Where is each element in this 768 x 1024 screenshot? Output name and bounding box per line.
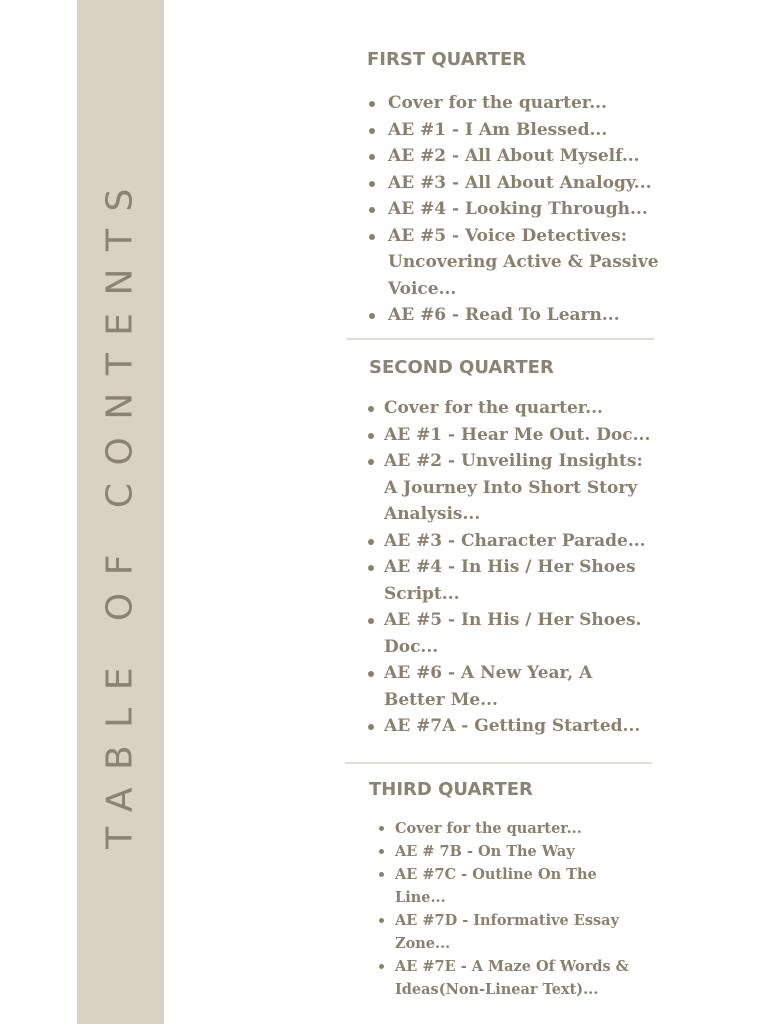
list-item: Cover for the quarter... [384,395,652,422]
list-item: AE #1 - Hear Me Out. Doc... [384,422,652,449]
list-item: AE #2 - Unveiling Insights: A Journey Into Short Story Analysis... [384,448,652,528]
section-divider [347,338,654,340]
list-item: AE #5 - In His / Her Shoes. Doc... [384,607,652,660]
list-item: AE #7C - Outline On The Line... [395,863,645,909]
list-item: AE #4 - In His / Her Shoes Script... [384,554,652,607]
list-item: AE #6 - A New Year, A Better Me... [384,660,652,713]
item-list [369,395,669,740]
list-item: AE #4 - Looking Through... [388,196,668,223]
section-heading: FIRST QUARTER [367,49,527,70]
list-item: AE #3 - All About Analogy... [388,170,668,197]
item-list [367,90,667,329]
list-item: AE #2 - All About Myself... [388,143,668,170]
list-item: AE #3 - Character Parade... [384,528,652,555]
list-item: Cover for the quarter... [395,817,645,840]
list-item: AE #5 - Voice Detectives: Uncovering Active & Passive Voice... [388,223,668,303]
section-heading: THIRD QUARTER [369,779,533,800]
list-item: AE #7D - Informative Essay Zone... [395,909,645,955]
section-first-quarter [367,47,667,329]
list-item: AE #7E - A Maze Of Words & Ideas(Non-Linear Text)... [395,955,645,1001]
list-item: Cover for the quarter... [388,90,668,117]
item-list [369,817,669,1001]
list-item: AE #1 - I Am Blessed... [388,117,668,144]
list-item: AE # 7B - On The Way [395,840,645,863]
section-divider [345,762,652,764]
section-third-quarter [369,777,669,1001]
section-second-quarter [369,355,669,740]
page-title: TABLE OF CONTENTS [99,171,141,849]
section-heading: SECOND QUARTER [369,357,554,378]
list-item: AE #7A - Getting Started... [384,713,652,740]
list-item: AE #6 - Read To Learn... [388,302,668,329]
